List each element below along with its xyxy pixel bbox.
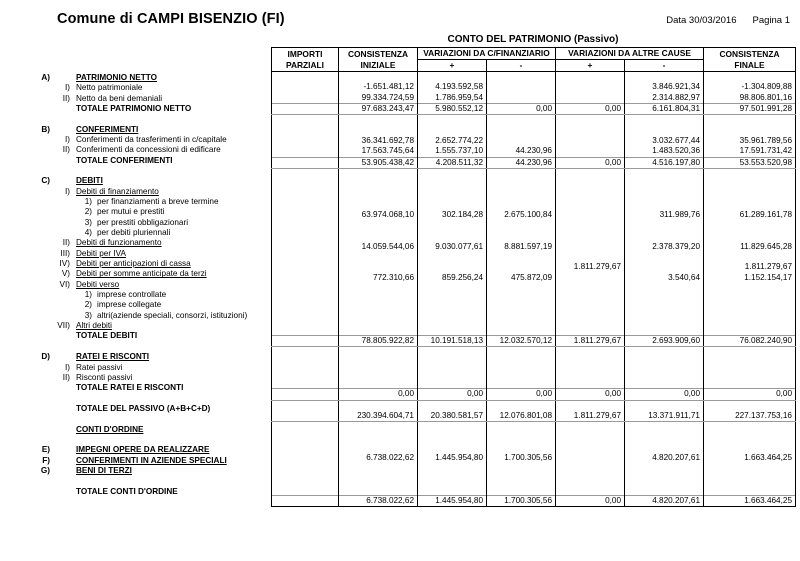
cell-consistenza-finale: 35.961.789,56 (704, 136, 796, 146)
col-header-finanziario-minus: - (487, 60, 556, 72)
table-row-spacer (272, 422, 796, 433)
table-row-spacer (272, 378, 796, 389)
label-c-ii (0, 238, 271, 248)
row-labels-column (0, 47, 271, 497)
label-d-i (0, 363, 271, 373)
label-text: CONFERIMENTI IN AZIENDE SPECIALI (76, 455, 227, 465)
cell-finanziario-minus (487, 136, 556, 146)
cell-altre-plus (556, 210, 625, 220)
cell-altre-plus: 1.811.279,67 (556, 411, 625, 422)
label-text: Netto da beni demaniali (76, 93, 163, 103)
label-text: Altri debiti (76, 321, 112, 331)
label-mark: C) (41, 176, 50, 186)
col-header-variazioni-finanziario: VARIAZIONI DA C/FINANZIARIO (418, 48, 556, 60)
label-text: per mutui e prestiti (97, 207, 165, 217)
cell-altre-plus (556, 453, 625, 463)
table-row-total (272, 157, 796, 168)
label-mark: I) (64, 134, 70, 144)
cell-importi-parziali (272, 242, 339, 252)
label-d-total (0, 383, 271, 393)
cell-altre-minus: 1.483.520,36 (625, 146, 704, 157)
label-a-ii (0, 94, 271, 104)
label-text: Ratei passivi (76, 362, 123, 372)
label-b-i (0, 135, 271, 145)
label-section-d (0, 352, 271, 362)
label-c-i-2 (0, 207, 271, 217)
label-text: per finanziamenti a breve termine (97, 197, 219, 206)
cell-consistenza-iniziale: 772.310,66 (339, 273, 418, 283)
cell-altre-minus: 311.989,76 (625, 210, 704, 220)
table-row-spacer (272, 304, 796, 314)
spacer (0, 57, 271, 67)
label-text: imprese collegate (97, 300, 162, 310)
label-text: Risconti passivi (76, 372, 133, 382)
table-row-total (272, 104, 796, 115)
label-mark: VI) (59, 279, 70, 289)
table-row (272, 136, 796, 146)
label-c-iii (0, 249, 271, 259)
label-mark: III) (60, 248, 70, 258)
label-text: DEBITI (76, 176, 103, 186)
cell-finanziario-plus: 302.184,28 (418, 210, 487, 220)
label-c-iv (0, 259, 271, 269)
label-section-c (0, 176, 271, 186)
amounts-table (271, 47, 796, 507)
label-c-i-1 (0, 197, 271, 207)
cell-finanziario-minus: 8.881.597,19 (487, 242, 556, 252)
spacer (0, 435, 271, 445)
label-text: CONTI D'ORDINE (76, 424, 144, 434)
cell-finanziario-minus: 44.230,96 (487, 146, 556, 157)
label-text: Debiti di funzionamento (76, 238, 162, 248)
cell-finanziario-minus: 1.700.305,56 (487, 453, 556, 463)
cell-altre-minus: 3.032.677,44 (625, 136, 704, 146)
table-row-spacer (272, 400, 796, 411)
cell-finanziario-plus (418, 262, 487, 272)
label-text: Debiti per somme anticipate da terzi (76, 269, 207, 279)
label-text: IMPEGNI OPERE DA REALIZZARE (76, 445, 210, 455)
table-row-spacer (272, 252, 796, 262)
spacer (0, 47, 271, 57)
cell-finanziario-plus: 1.786.959,54 (418, 93, 487, 104)
col-header-line2: INIZIALE (360, 59, 396, 70)
table-row-spacer (272, 200, 796, 210)
cell-importi-parziali (272, 262, 339, 272)
cell-finanziario-minus: 44.230,96 (487, 157, 556, 168)
table-row-spacer (272, 357, 796, 367)
table-row-spacer (272, 484, 796, 495)
cell-finanziario-minus: 12.032.570,12 (487, 335, 556, 346)
label-mark: 1) (84, 197, 92, 206)
table-row-spacer (272, 324, 796, 335)
label-text: imprese controllate (97, 290, 167, 300)
table-header (272, 48, 796, 72)
cell-altre-minus: 3.540,64 (625, 273, 704, 283)
label-text: Conferimenti da trasferimenti in c/capitale (76, 134, 227, 144)
table-body (272, 72, 796, 507)
label-mark: II) (62, 93, 70, 103)
cell-finanziario-minus: 0,00 (487, 104, 556, 115)
label-mark: V) (61, 269, 70, 279)
cell-consistenza-iniziale: 14.059.544,06 (339, 242, 418, 252)
page-number: Pagina 1 (752, 15, 790, 26)
cell-finanziario-plus: 1.445.954,80 (418, 495, 487, 506)
cell-finanziario-plus: 10.191.518,13 (418, 335, 487, 346)
cell-finanziario-plus: 1.555.737,10 (418, 146, 487, 157)
table-row-spacer (272, 314, 796, 324)
label-mark: F) (42, 455, 50, 465)
label-c-i (0, 187, 271, 197)
cell-altre-plus (556, 146, 625, 157)
label-mark: G) (40, 465, 50, 475)
label-section-a (0, 73, 271, 83)
label-mark: 4) (84, 228, 92, 238)
table-row-spacer (272, 283, 796, 293)
table-row-total (272, 389, 796, 400)
cell-finanziario-plus: 4.193.592,58 (418, 82, 487, 92)
cell-finanziario-minus: 1.700.305,56 (487, 495, 556, 506)
spacer (0, 476, 271, 486)
col-header-consistenza-iniziale (339, 48, 418, 72)
table-row-spacer (272, 190, 796, 200)
label-b-ii (0, 145, 271, 155)
cell-importi-parziali (272, 82, 339, 92)
cell-finanziario-minus: 2.675.100,84 (487, 210, 556, 220)
label-mark: E) (41, 445, 50, 455)
table-row-spacer (272, 72, 796, 83)
label-mark: 3) (84, 310, 92, 320)
label-text: Netto patrimoniale (76, 83, 143, 93)
label-total-conti-ordine (0, 487, 271, 497)
cell-altre-minus: 4.820.207,61 (625, 453, 704, 463)
cell-importi-parziali (272, 146, 339, 157)
cell-consistenza-iniziale: 0,00 (339, 389, 418, 400)
cell-consistenza-finale: -1.304.809,88 (704, 82, 796, 92)
table-row (272, 242, 796, 252)
cell-altre-minus: 2.378.379,20 (625, 242, 704, 252)
label-text: Conferimenti da concessioni di edificare (76, 145, 221, 155)
cell-consistenza-iniziale: 6.738.022,62 (339, 495, 418, 506)
col-header-variazioni-altre-cause: VARIAZIONI DA ALTRE CAUSE (556, 48, 704, 60)
label-d-ii (0, 373, 271, 383)
cell-consistenza-finale: 1.152.154,17 (704, 273, 796, 283)
col-header-importi-parziali (272, 48, 339, 72)
label-c-vii (0, 321, 271, 331)
table-row (272, 210, 796, 220)
cell-importi-parziali (272, 273, 339, 283)
cell-finanziario-plus: 2.652.774,22 (418, 136, 487, 146)
table-row-spacer (272, 293, 796, 303)
cell-finanziario-plus: 5.980.552,12 (418, 104, 487, 115)
col-header-line1: IMPORTI (287, 49, 323, 59)
cell-consistenza-iniziale: 230.394.604,71 (339, 411, 418, 422)
cell-finanziario-plus: 4.208.511,32 (418, 157, 487, 168)
label-text: BENI DI TERZI (76, 465, 132, 475)
label-c-v (0, 269, 271, 279)
spacer (0, 114, 271, 124)
col-header-line1: CONSISTENZA (719, 49, 780, 59)
label-text: TOTALE PATRIMONIO NETTO (76, 103, 192, 113)
cell-consistenza-finale: 61.289.161,78 (704, 210, 796, 220)
col-header-line1: CONSISTENZA (347, 49, 409, 59)
table-row-spacer (272, 179, 796, 189)
cell-finanziario-minus (487, 93, 556, 104)
cell-altre-plus (556, 136, 625, 146)
cell-altre-plus (556, 93, 625, 104)
label-text: TOTALE DEL PASSIVO (A+B+C+D) (76, 403, 211, 413)
cell-importi-parziali (272, 93, 339, 104)
label-mark: B) (41, 124, 50, 134)
cell-altre-minus: 13.371.911,71 (625, 411, 704, 422)
cell-altre-minus: 6.161.804,31 (625, 104, 704, 115)
cell-altre-plus (556, 273, 625, 283)
col-header-line2: FINALE (734, 59, 765, 70)
label-text: Debiti verso (76, 279, 120, 289)
cell-finanziario-plus: 20.380.581,57 (418, 411, 487, 422)
label-a-i (0, 83, 271, 93)
label-c-vi (0, 280, 271, 290)
label-section-g (0, 466, 271, 476)
spacer (0, 414, 271, 424)
label-mark: 1) (84, 290, 92, 300)
cell-consistenza-finale: 53.553.520,98 (704, 157, 796, 168)
table-title: CONTO DEL PATRIMONIO (Passivo) (447, 34, 619, 45)
label-mark: II) (62, 238, 70, 248)
label-total-passivo (0, 404, 271, 414)
cell-finanziario-plus: 0,00 (418, 389, 487, 400)
table-row-spacer (272, 433, 796, 443)
label-c-vi-1 (0, 290, 271, 300)
label-mark: VII) (57, 321, 70, 331)
cell-consistenza-finale: 11.829.645,28 (704, 242, 796, 252)
label-mark: I) (64, 83, 70, 93)
cell-consistenza-finale: 76.082.240,90 (704, 335, 796, 346)
table-row-spacer (272, 474, 796, 484)
label-mark: 2) (84, 207, 92, 217)
cell-consistenza-iniziale: 63.974.068,10 (339, 210, 418, 220)
cell-consistenza-finale: 1.811.279,67 (704, 262, 796, 272)
cell-consistenza-iniziale: 99.334.724,59 (339, 93, 418, 104)
label-text: CONFERIMENTI (76, 124, 139, 134)
label-text: TOTALE DEBITI (76, 331, 138, 341)
cell-finanziario-minus (487, 82, 556, 92)
label-mark: 3) (84, 217, 92, 227)
label-c-total (0, 331, 271, 341)
label-c-i-3 (0, 218, 271, 228)
table-row-spacer (272, 443, 796, 453)
label-text: TOTALE RATEI E RISCONTI (76, 383, 184, 393)
cell-importi-parziali (272, 335, 339, 346)
label-conti-ordine (0, 425, 271, 435)
table-row-spacer (272, 115, 796, 126)
table-row-spacer (272, 464, 796, 474)
label-section-e (0, 445, 271, 455)
table-row-total (272, 335, 796, 346)
cell-finanziario-minus: 12.076.801,08 (487, 411, 556, 422)
label-mark: 2) (84, 300, 92, 310)
cell-importi-parziali (272, 411, 339, 422)
cell-altre-plus: 0,00 (556, 389, 625, 400)
label-text: Debiti per anticipazioni di cassa (76, 259, 191, 269)
spacer (0, 342, 271, 352)
label-mark: I) (64, 186, 70, 196)
cell-importi-parziali (272, 389, 339, 400)
label-mark: II) (62, 145, 70, 155)
cell-altre-minus: 3.846.921,34 (625, 82, 704, 92)
table-row (272, 273, 796, 283)
cell-consistenza-finale: 1.663.464,25 (704, 453, 796, 463)
cell-consistenza-iniziale: 78.805.922,82 (339, 335, 418, 346)
cell-consistenza-finale: 17.591.731,42 (704, 146, 796, 157)
label-section-f (0, 456, 271, 466)
cell-altre-plus: 1.811.279,67 (556, 262, 625, 272)
table-row-spacer (272, 231, 796, 241)
cell-consistenza-iniziale: -1.651.481,12 (339, 82, 418, 92)
cell-consistenza-iniziale: 17.563.745,64 (339, 146, 418, 157)
label-text: TOTALE CONFERIMENTI (76, 155, 173, 165)
cell-consistenza-finale: 227.137.753,16 (704, 411, 796, 422)
cell-consistenza-iniziale: 36.341.692,78 (339, 136, 418, 146)
page-title: Comune di CAMPI BISENZIO (FI) (57, 11, 285, 27)
table-row (272, 146, 796, 157)
cell-consistenza-iniziale: 97.683.243,47 (339, 104, 418, 115)
table-row (272, 93, 796, 104)
cell-importi-parziali (272, 495, 339, 506)
col-header-consistenza-finale (704, 48, 796, 72)
table-row (272, 262, 796, 272)
spacer (0, 166, 271, 176)
label-text: PATRIMONIO NETTO (76, 72, 157, 82)
label-mark: D) (41, 352, 50, 362)
report-date: Data 30/03/2016 (666, 15, 737, 26)
cell-importi-parziali (272, 104, 339, 115)
header-meta (666, 15, 790, 26)
cell-altre-plus (556, 82, 625, 92)
cell-consistenza-iniziale: 6.738.022,62 (339, 453, 418, 463)
cell-consistenza-iniziale (339, 262, 418, 272)
label-b-total (0, 156, 271, 166)
col-header-finanziario-plus: + (418, 60, 487, 72)
table-row-spacer (272, 346, 796, 357)
cell-consistenza-finale: 1.663.464,25 (704, 495, 796, 506)
col-header-altre-plus: + (556, 60, 625, 72)
cell-consistenza-finale: 97.501.991,28 (704, 104, 796, 115)
label-section-b (0, 125, 271, 135)
cell-finanziario-minus: 0,00 (487, 389, 556, 400)
cell-finanziario-plus: 1.445.954,80 (418, 453, 487, 463)
cell-importi-parziali (272, 136, 339, 146)
label-text: TOTALE CONTI D'ORDINE (76, 486, 178, 496)
cell-altre-plus (556, 242, 625, 252)
table-row-spacer (272, 169, 796, 180)
label-text: Debiti di finanziamento (76, 186, 159, 196)
cell-altre-plus: 0,00 (556, 495, 625, 506)
cell-altre-plus: 1.811.279,67 (556, 335, 625, 346)
label-mark: I) (64, 362, 70, 372)
table-row-spacer (272, 126, 796, 136)
cell-altre-minus: 4.516.197,80 (625, 157, 704, 168)
col-header-line2: PARZIALI (286, 59, 324, 70)
label-text: Debiti per IVA (76, 248, 126, 258)
spacer (0, 394, 271, 404)
label-text: altri(aziende speciali, consorzi, istituzioni) (97, 310, 248, 320)
cell-altre-minus: 2.693.909,60 (625, 335, 704, 346)
table-row-spacer (272, 221, 796, 231)
col-header-altre-minus: - (625, 60, 704, 72)
label-c-i-4 (0, 228, 271, 238)
cell-consistenza-iniziale: 53.905.438,42 (339, 157, 418, 168)
label-a-total (0, 104, 271, 114)
cell-finanziario-minus (487, 262, 556, 272)
cell-importi-parziali (272, 453, 339, 463)
table-row-total (272, 411, 796, 422)
label-mark: IV) (59, 259, 70, 269)
cell-altre-plus: 0,00 (556, 157, 625, 168)
cell-importi-parziali (272, 157, 339, 168)
cell-finanziario-plus: 859.256,24 (418, 273, 487, 283)
label-mark: II) (62, 372, 70, 382)
cell-altre-minus: 0,00 (625, 389, 704, 400)
cell-altre-plus: 0,00 (556, 104, 625, 115)
cell-importi-parziali (272, 210, 339, 220)
label-mark: A) (41, 72, 50, 82)
cell-finanziario-plus: 9.030.077,61 (418, 242, 487, 252)
cell-altre-minus: 4.820.207,61 (625, 495, 704, 506)
cell-altre-minus (625, 262, 704, 272)
label-c-vi-2 (0, 300, 271, 310)
label-text: per prestiti obbligazionari (97, 217, 189, 227)
label-text: per debiti pluriennali (97, 228, 171, 238)
table-row (272, 82, 796, 92)
cell-consistenza-finale: 98.806.801,16 (704, 93, 796, 104)
label-c-vi-3 (0, 311, 271, 321)
page-header (0, 0, 800, 36)
cell-finanziario-minus: 475.872,09 (487, 273, 556, 283)
cell-consistenza-finale: 0,00 (704, 389, 796, 400)
table-row-spacer (272, 368, 796, 378)
table-row (272, 453, 796, 463)
table-row-total (272, 495, 796, 506)
cell-altre-minus: 2.314.882,97 (625, 93, 704, 104)
label-text: RATEI E RISCONTI (76, 352, 150, 362)
